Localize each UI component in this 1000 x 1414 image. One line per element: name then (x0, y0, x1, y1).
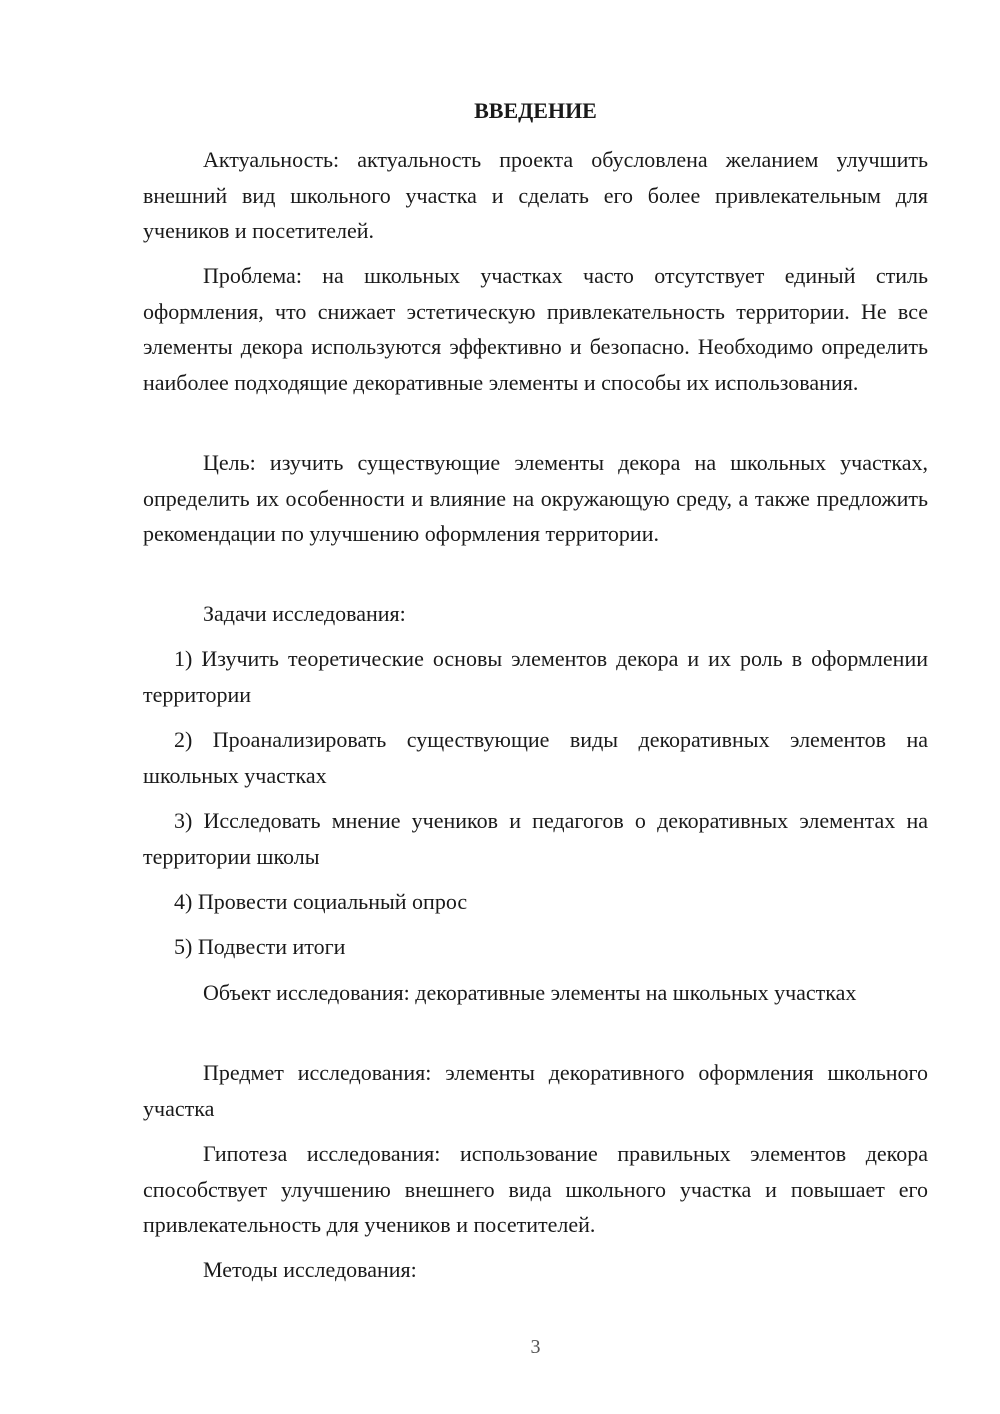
task-item-5: 5) Подвести итоги (174, 934, 346, 959)
methods-heading: Методы исследования: (203, 1257, 417, 1282)
task-item-4: 4) Провести социальный опрос (174, 889, 468, 914)
object-paragraph: Объект исследования: декоративные элементы на школьных участках (203, 980, 857, 1005)
page-number: 3 (530, 1336, 541, 1358)
page-title: ВВЕДЕНИЕ (474, 98, 597, 123)
document-page (143, 0, 928, 1414)
tasks-heading: Задачи исследования: (203, 601, 406, 626)
task-item-2: 2) Проанализировать существующие виды декоративных элементов на школьных участках (143, 727, 928, 788)
task-item-1: 1) Изучить теоретические основы элементов декора и их роль в оформлении территории (143, 646, 928, 707)
hypothesis-paragraph: Гипотеза исследования: использование правильных элементов декора способствует улучшению внешнего вида школьного участка и повышает его привлекательность для учеников и посетителей. (143, 1141, 928, 1237)
goal-paragraph: Цель: изучить существующие элементы декора на школьных участках, определить их особенности и влияние на окружающую среду, а также предложить рекомендации по улучшению оформления территории. (143, 450, 928, 546)
relevance-paragraph: Актуальность: актуальность проекта обусловлена желанием улучшить внешний вид школьного участка и сделать его более привлекательным для учеников и посетителей. (143, 147, 928, 243)
task-item-3: 3) Исследовать мнение учеников и педагогов о декоративных элементах на территории школы (143, 808, 928, 869)
subject-paragraph: Предмет исследования: элементы декоративного оформления школьного участка (143, 1060, 928, 1121)
problem-paragraph: Проблема: на школьных участках часто отсутствует единый стиль оформления, что снижает эстетическую привлекательность территории. Не все элементы декора используются эффективно и безопасно. Необходимо определить наиболее подходящие декоративные элементы и способы их использования. (143, 263, 928, 395)
